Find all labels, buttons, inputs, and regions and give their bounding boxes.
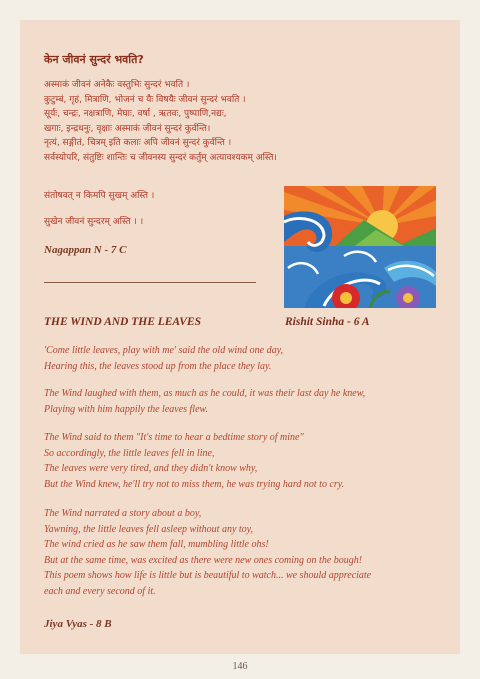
poem-closing-author: Jiya Vyas - 8 B (44, 618, 112, 630)
sanskrit-happiness-line: सुखेन जीवनं सुन्दरम् अस्ति । । (44, 217, 144, 227)
poem-line: Hearing this, the leaves stood up from the place they lay. (44, 360, 272, 372)
stanza (44, 386, 444, 417)
sanskrit-line: कुटुम्बं, गृहं, मित्राणि, भोजनं च यैः विषयैः जीवनं सुन्दरं भवति । (44, 94, 246, 105)
sanskrit-line: सूर्यः, चन्द्रः, नक्षत्राणि, मेघाः, वर्षा , ऋतवः, पुष्पाणि,नद्यः, (44, 109, 227, 120)
sanskrit-line: सर्वस्योपरि, संतुष्टिः शान्तिः च जीवनस्य सुन्दरं कर्तुम् अत्यावश्यकम् अस्ति। (44, 152, 277, 163)
poem-author: Rishit Sinha - 6 A (285, 316, 370, 328)
sanskrit-line: नृत्यं, सङ्गीतं, चित्रम् इति कलाः अपि जीवनं सुन्दरं कुर्वन्ति । (44, 138, 232, 149)
poem-line: The leaves were very tired, and they didn't know why, (44, 463, 258, 474)
sanskrit-line: अस्माकं जीवनं अनेकैः वस्तुभिः सुन्दरं भवति । (44, 80, 190, 90)
sanskrit-passage (44, 78, 344, 166)
poem-line: The Wind said to them "It's time to hear a bedtime story of mine" (44, 432, 304, 443)
poem-line: Yawning, the little leaves fell asleep without any toy, (44, 523, 254, 535)
poem-line: Playing with him happily the leaves flew. (44, 403, 208, 415)
sanskrit-title: केन जीवनं सुन्दरं भवति? (44, 53, 144, 66)
sanskrit-contentment-line: संतोषवत् न किमपि सुखम् अस्ति । (44, 191, 155, 201)
poem-line: This poem shows how life is little but is beautiful to watch... we should appreciate (44, 570, 372, 581)
wave-sunset-painting (284, 186, 436, 308)
sanskrit-line: खगाः, इन्द्रधनुः, वृक्षाः अस्माकं जीवनं सुन्दरं कुर्वन्ति। (44, 123, 211, 134)
page-number: 146 (232, 661, 248, 672)
poem-line: But the Wind knew, he'll try not to miss them, he was trying hard not to cry. (44, 478, 345, 490)
poem-title: THE WIND AND THE LEAVES (44, 316, 201, 328)
section-divider (44, 282, 256, 283)
stanza (44, 430, 444, 492)
poem-line: But at the same time, was excited as there were new ones coming on the bough! (44, 554, 363, 566)
poem-line: each and every second of it. (44, 585, 156, 597)
sanskrit-author: Nagappan N - 7 C (44, 244, 127, 256)
poem-line: The Wind narrated a story about a boy, (44, 508, 202, 519)
stanza (44, 343, 444, 374)
stanza (44, 506, 444, 599)
poem-line: So accordingly, the little leaves fell in line, (44, 447, 215, 459)
poem-line: The wind cried as he saw them fall, mumbling little ohs! (44, 539, 269, 550)
poem-line: The Wind laughed with them, as much as he could, it was their last day he knew, (44, 388, 366, 399)
poem-line: 'Come little leaves, play with me' said the old wind one day, (44, 345, 283, 356)
